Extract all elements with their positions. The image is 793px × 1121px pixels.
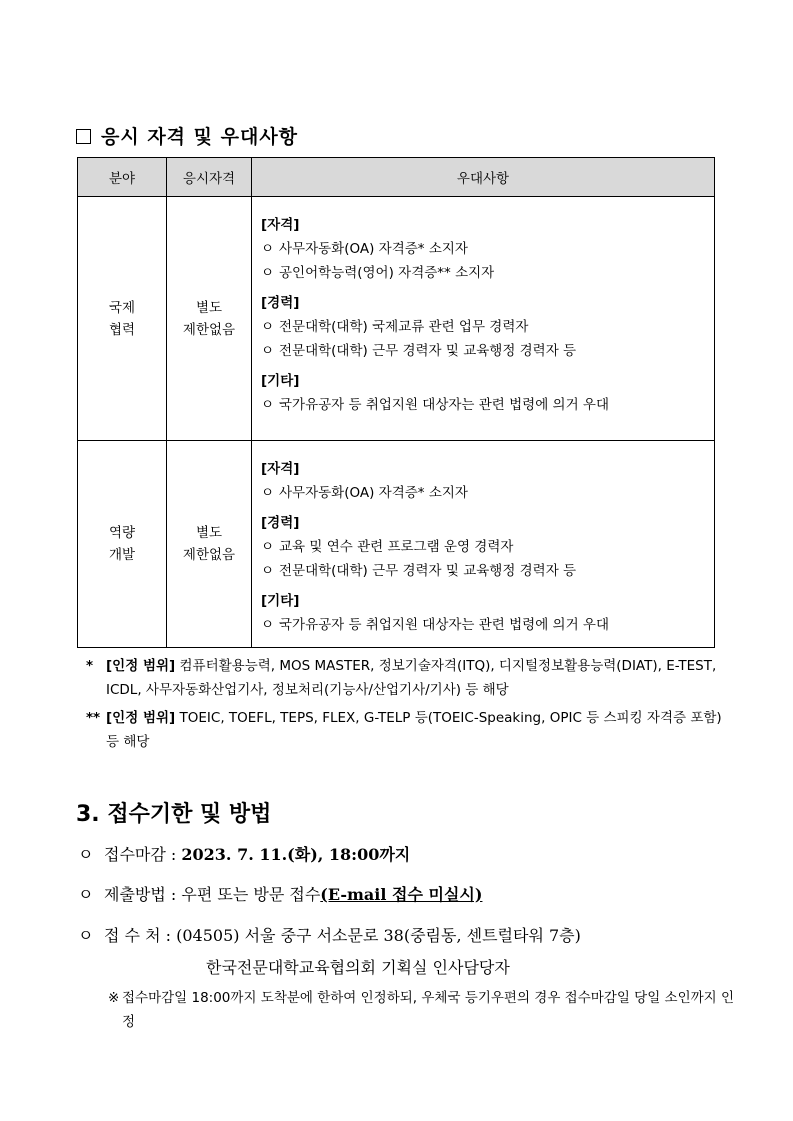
address-row — [78, 923, 581, 946]
address-line-2: 한국전문대학교육협의회 기획실 인사담당자 — [206, 958, 510, 977]
section-title-eligibility — [76, 122, 298, 149]
table-row — [78, 197, 715, 441]
group-heading: [경력] — [261, 295, 300, 311]
preference-cell — [252, 441, 715, 648]
deadline-value: 2023. 7. 11.(화), 18:00까지 — [181, 845, 411, 864]
item-text: 공인어학능력(영어) 자격증** 소지자 — [279, 265, 495, 281]
field-cell — [78, 197, 167, 441]
qualification-cell — [167, 197, 252, 441]
footnote — [86, 654, 726, 702]
item-text: 사무자동화(OA) 자격증* 소지자 — [279, 485, 468, 501]
field-line: 개발 — [108, 547, 136, 563]
field-line: 역량 — [108, 525, 136, 541]
footnote-label: [인정 범위] — [106, 710, 176, 726]
item-text: 전문대학(대학) 근무 경력자 및 교육행정 경력자 등 — [279, 343, 577, 359]
list-item — [261, 237, 706, 261]
qualification-cell — [167, 441, 252, 648]
footnote-mark: ** — [86, 710, 101, 726]
bullet-icon: ㅇ — [261, 397, 275, 413]
group-heading: [경력] — [261, 515, 300, 531]
field-cell — [78, 441, 167, 648]
footnote — [86, 706, 726, 754]
item-text: 전문대학(대학) 국제교류 관련 업무 경력자 — [279, 319, 529, 335]
table-header-row — [78, 158, 715, 197]
address-line: (04505) 서울 중구 서소문로 38(중림동, 센트럴타워 7층) — [176, 926, 581, 945]
qualification-line: 제한없음 — [182, 547, 236, 563]
footnote-mark: * — [86, 658, 94, 674]
item-text: 국가유공자 등 취업지원 대상자는 관련 법령에 의거 우대 — [279, 397, 609, 413]
list-item — [261, 535, 706, 559]
eligibility-table — [77, 157, 715, 648]
remark-mark: ※ — [108, 990, 120, 1006]
qualification-line: 제한없음 — [182, 321, 236, 338]
footnote-text: 컴퓨터활용능력, MOS MASTER, 정보기술자격(ITQ), 디지털정보활용능력(DIAT), E-TEST, ICDL, 사무자동화산업기사, 정보처리(기능사/산업기사/기사) 등 해당 — [106, 658, 717, 698]
qualification-line: 별도 — [195, 525, 223, 541]
deadline-label: 접수마감 : — [104, 845, 182, 864]
section-title-text: 응시 자격 및 우대사항 — [101, 126, 299, 148]
section-title-application: 3. 접수기한 및 방법 — [76, 802, 272, 827]
method-row — [78, 882, 482, 905]
field-line: 협력 — [108, 321, 136, 338]
bullet-icon: ㅇ — [78, 885, 94, 904]
header-preference: 우대사항 — [252, 158, 715, 197]
bullet-icon: ㅇ — [261, 485, 275, 501]
bullet-icon: ㅇ — [78, 926, 94, 945]
list-item — [261, 339, 706, 363]
list-item — [261, 559, 706, 583]
method-label: 제출방법 : 우편 또는 방문 접수 — [104, 885, 321, 904]
qualification-line: 별도 — [195, 299, 223, 316]
footnote-label: [인정 범위] — [106, 658, 176, 674]
preference-group — [261, 511, 706, 583]
list-item — [261, 261, 706, 285]
list-item — [261, 613, 706, 637]
list-item — [261, 481, 706, 505]
group-heading: [자격] — [261, 461, 300, 477]
bullet-icon: ㅇ — [261, 617, 275, 633]
preference-group — [261, 369, 706, 417]
preference-group — [261, 457, 706, 505]
checkbox-square-icon — [76, 129, 91, 144]
table-row — [78, 441, 715, 648]
preference-group — [261, 589, 706, 637]
bullet-icon: ㅇ — [261, 319, 275, 335]
remark — [108, 986, 742, 1034]
item-text: 사무자동화(OA) 자격증* 소지자 — [279, 241, 468, 257]
bullet-icon: ㅇ — [261, 563, 275, 579]
bullet-icon: ㅇ — [261, 343, 275, 359]
footnote-text: TOEIC, TOEFL, TEPS, FLEX, G-TELP 등(TOEIC-Speaking, OPIC 등 스피킹 자격증 포함) 등 해당 — [106, 710, 722, 750]
method-value: (E-mail 접수 미실시) — [320, 885, 483, 904]
group-heading: [기타] — [261, 373, 300, 389]
field-line: 국제 — [108, 299, 136, 316]
deadline-row — [78, 842, 410, 865]
bullet-icon: ㅇ — [261, 241, 275, 257]
address-label: 접 수 처 : — [104, 926, 177, 945]
remark-text: 접수마감일 18:00까지 도착분에 한하여 인정하되, 우체국 등기우편의 경우 접수마감일 당일 소인까지 인정 — [122, 990, 735, 1030]
footnotes — [86, 654, 726, 758]
header-field: 분야 — [78, 158, 167, 197]
item-text: 교육 및 연수 관련 프로그램 운영 경력자 — [279, 539, 514, 555]
preference-group — [261, 291, 706, 363]
group-heading: [기타] — [261, 593, 300, 609]
header-qualification: 응시자격 — [167, 158, 252, 197]
preference-group — [261, 213, 706, 285]
item-text: 국가유공자 등 취업지원 대상자는 관련 법령에 의거 우대 — [279, 617, 609, 633]
group-heading: [자격] — [261, 217, 300, 233]
list-item — [261, 315, 706, 339]
bullet-icon: ㅇ — [261, 265, 275, 281]
preference-cell — [252, 197, 715, 441]
list-item — [261, 393, 706, 417]
item-text: 전문대학(대학) 근무 경력자 및 교육행정 경력자 등 — [279, 563, 577, 579]
bullet-icon: ㅇ — [78, 845, 94, 864]
bullet-icon: ㅇ — [261, 539, 275, 555]
